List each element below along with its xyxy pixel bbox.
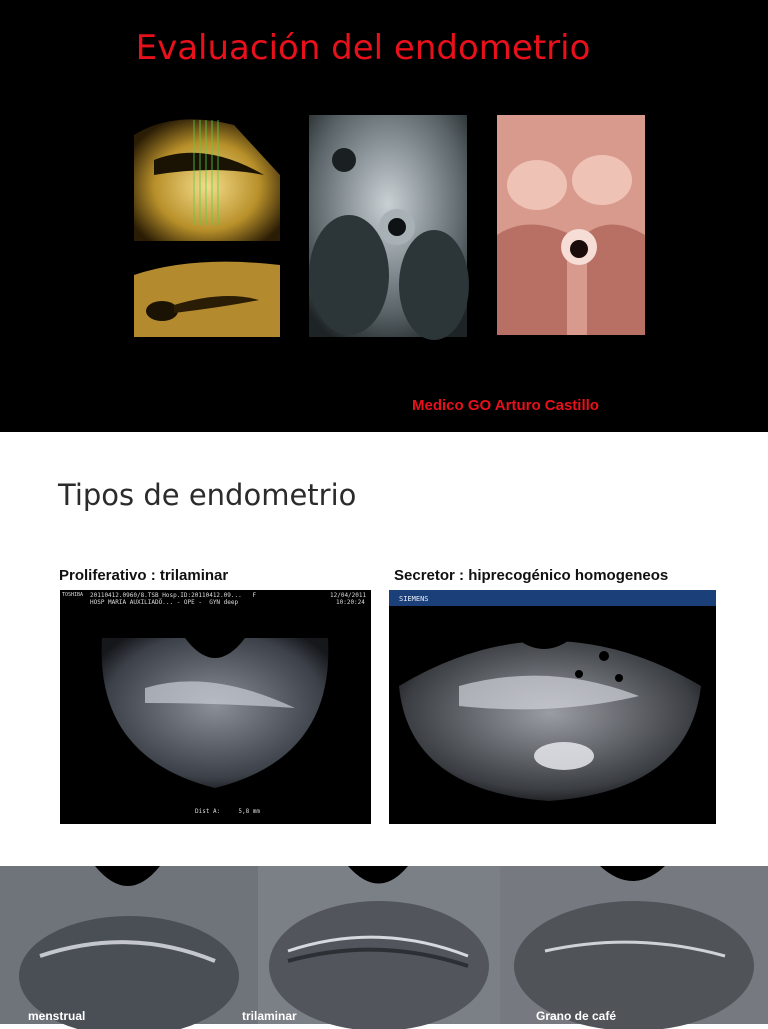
menstrual-ultrasound-image — [0, 866, 258, 1024]
scan-time: 10:20:24 — [336, 599, 365, 606]
trilaminar-ultrasound-image — [242, 866, 500, 1024]
title-slide — [0, 0, 768, 432]
menstrual-label: menstrual — [28, 1009, 86, 1023]
secretory-ultrasound-image — [389, 590, 716, 824]
coffee-bean-ultrasound-image — [500, 866, 768, 1024]
ultrasound-grayscale-render-image — [309, 115, 467, 337]
slide-title: Tipos de endometrio — [58, 478, 357, 512]
proliferative-ultrasound-image — [60, 590, 371, 824]
ultrasound-3d-rendered-image — [497, 115, 645, 335]
secretory-caption: Secretor : hiprecogénico homogeneos — [394, 567, 669, 584]
scan-date: 12/04/2011 — [330, 592, 367, 599]
brand-label: TOSHIBA — [62, 592, 84, 598]
coffee-bean-label: Grano de café — [536, 1009, 617, 1023]
ultrasound-3d-transverse-image — [134, 255, 280, 337]
ultrasound-3d-sagittal-image — [134, 115, 280, 241]
slide-title: Evaluación del endometrio — [135, 28, 591, 68]
proliferative-caption: Proliferativo : trilaminar — [59, 567, 229, 584]
endometrium-comparison-strip — [0, 866, 768, 1024]
distance-measurement: Dist A: 5,8 mm — [195, 808, 261, 815]
hospital-header: HOSP MARIA AUXILIADO... - OPE - GYN deep — [90, 599, 239, 606]
patient-header: 20110412.0960/8.TSB_Hosp.ID:20110412.09... F — [90, 592, 257, 599]
author-credit: Medico GO Arturo Castillo — [412, 397, 599, 414]
trilaminar-label: trilaminar — [242, 1009, 297, 1023]
endometrium-types-slide — [0, 432, 768, 866]
brand-label: SIEMENS — [399, 595, 429, 603]
